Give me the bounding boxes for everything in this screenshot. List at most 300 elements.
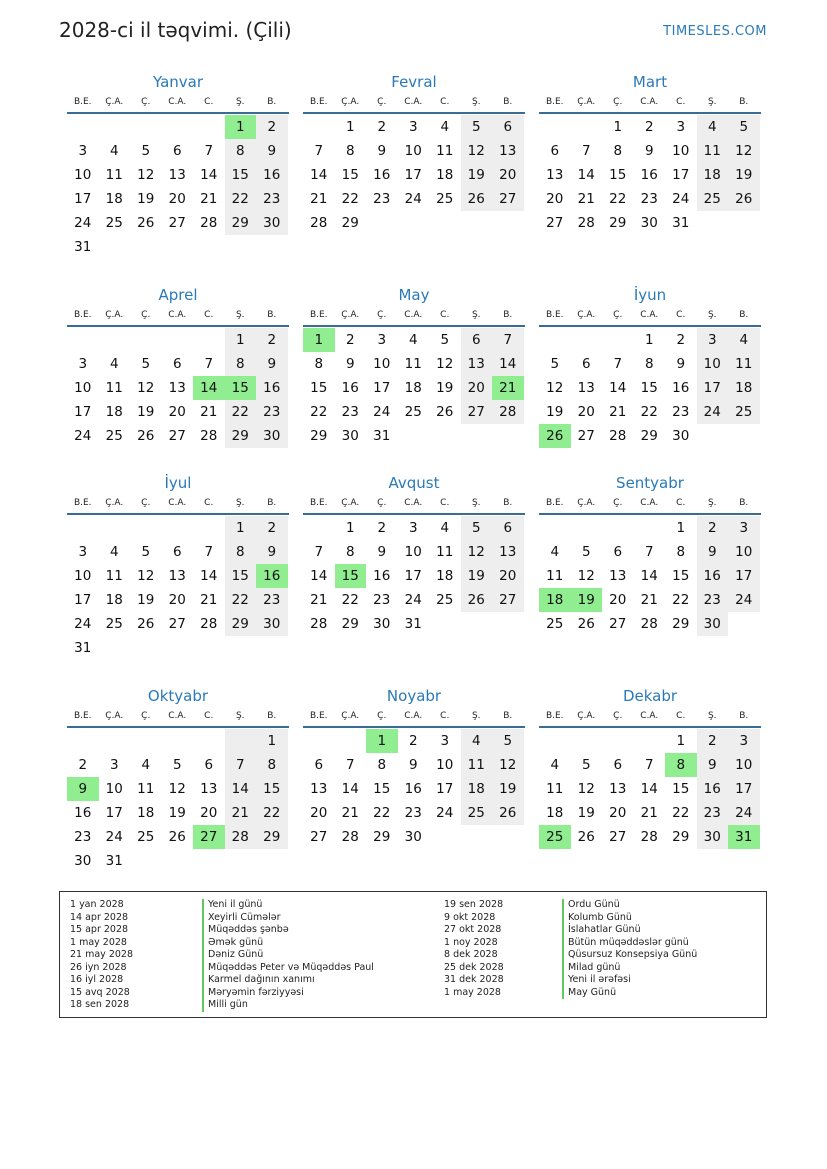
day-cell: 25	[461, 801, 493, 825]
day-cell: 8	[314, 356, 324, 372]
day-cell: 17	[728, 777, 760, 801]
weekday-label: B.E.	[309, 310, 328, 320]
day-cell: 5	[581, 544, 591, 560]
day-cell: 13	[310, 781, 328, 797]
holiday-name: Xeyirli Cümələr	[202, 912, 281, 925]
day-cell: 26	[137, 616, 155, 632]
day-cell: 28	[310, 215, 328, 231]
holiday-date: 27 okt 2028	[444, 924, 502, 935]
empty-cell	[398, 424, 430, 448]
empty-cell	[492, 211, 524, 235]
empty-cell	[67, 729, 99, 753]
day-cell: 10	[373, 356, 391, 372]
holiday-date: 9 okt 2028	[444, 911, 496, 923]
day-cell: 19	[137, 404, 155, 420]
day-cell: 1	[256, 729, 288, 753]
day-cell: 2	[256, 115, 288, 139]
day-cell: 28	[492, 400, 524, 424]
empty-cell	[193, 235, 225, 259]
day-cell: 19	[577, 805, 595, 821]
day-cell: 15	[225, 376, 257, 400]
day-cell: 12	[577, 781, 595, 797]
day-cell: 19	[137, 191, 155, 207]
weekday-label: Ç.A.	[341, 498, 360, 508]
day-cell: 29	[256, 825, 288, 849]
holiday-name: Yeni il günü	[202, 899, 262, 912]
empty-cell	[99, 516, 131, 540]
weekday-label: B.	[739, 97, 749, 107]
holiday-row	[444, 899, 697, 912]
day-cell: 29	[341, 616, 359, 632]
day-cell: 30	[256, 424, 288, 448]
holiday-row	[444, 937, 697, 950]
day-cell: 28	[225, 825, 257, 849]
day-cell: 7	[581, 143, 591, 159]
day-cell: 6	[581, 356, 591, 372]
empty-cell	[99, 328, 131, 352]
day-cell: 4	[550, 544, 560, 560]
holiday-date: 1 noy 2028	[444, 936, 498, 948]
day-cell: 1	[225, 115, 257, 139]
month-9	[539, 473, 761, 636]
empty-cell	[461, 825, 493, 849]
holiday-list	[59, 891, 767, 1018]
day-cell: 1	[676, 733, 686, 749]
day-cell: 20	[609, 805, 627, 821]
day-cell: 28	[341, 829, 359, 845]
day-cell: 23	[373, 191, 391, 207]
day-cell: 19	[168, 805, 186, 821]
empty-cell	[492, 612, 524, 636]
empty-cell	[461, 211, 493, 235]
day-cell: 26	[728, 187, 760, 211]
weekday-label: B.	[503, 711, 513, 721]
day-cell: 17	[74, 404, 92, 420]
empty-cell	[539, 115, 571, 139]
weekday-label: C.	[440, 97, 450, 107]
day-cell: 6	[613, 544, 623, 560]
weekday-label: B.	[267, 310, 277, 320]
day-cell: 5	[141, 356, 151, 372]
weekday-header	[539, 92, 761, 114]
day-cell: 22	[225, 588, 257, 612]
day-cell: 26	[137, 215, 155, 231]
weekday-label: Ç.	[377, 310, 387, 320]
day-cell: 20	[609, 592, 627, 608]
day-cell: 3	[408, 119, 418, 135]
empty-cell	[99, 636, 131, 660]
empty-cell	[193, 849, 225, 873]
day-cell: 14	[609, 380, 627, 396]
weekday-label: Ç.	[377, 97, 387, 107]
holiday-row	[444, 962, 697, 975]
month-name: Avqust	[388, 474, 440, 492]
day-cell: 28	[200, 215, 218, 231]
day-cell: 5	[728, 115, 760, 139]
day-cell: 15	[672, 781, 690, 797]
weekday-label: C.A.	[168, 310, 187, 320]
empty-cell	[130, 729, 162, 753]
day-cell: 4	[141, 757, 151, 773]
day-cell: 2	[78, 757, 88, 773]
weekday-label: Ç.	[613, 310, 623, 320]
month-name: May	[398, 286, 430, 304]
day-cell: 3	[377, 332, 387, 348]
day-cell: 3	[728, 516, 760, 540]
day-cell: 22	[672, 805, 690, 821]
day-cell: 1	[613, 119, 623, 135]
weekday-label: Ç.	[613, 711, 623, 721]
month-7	[67, 473, 289, 660]
weekday-label: C.A.	[168, 711, 187, 721]
day-cell: 4	[728, 328, 760, 352]
day-cell: 26	[539, 424, 571, 448]
day-cell: 13	[168, 167, 186, 183]
day-cell: 15	[672, 568, 690, 584]
day-cell: 8	[225, 139, 257, 163]
month-12	[539, 686, 761, 849]
day-cell: 14	[310, 568, 328, 584]
weekday-label: Ş.	[707, 97, 717, 107]
day-cell: 10	[697, 352, 729, 376]
weekday-label: Ç.	[613, 498, 623, 508]
day-cell: 5	[461, 115, 493, 139]
day-cell: 2	[644, 119, 654, 135]
weekday-label: B.E.	[545, 711, 564, 721]
day-cell: 18	[105, 191, 123, 207]
day-cell: 13	[200, 781, 218, 797]
day-cell: 27	[461, 400, 493, 424]
day-cell: 15	[225, 564, 257, 588]
day-cell: 13	[492, 540, 524, 564]
day-cell: 16	[373, 167, 391, 183]
day-cell: 30	[373, 616, 391, 632]
day-cell: 7	[314, 544, 324, 560]
day-cell: 16	[256, 163, 288, 187]
day-cell: 11	[105, 167, 123, 183]
day-cell: 8	[665, 753, 697, 777]
holiday-row	[70, 924, 374, 937]
day-cell: 14	[577, 167, 595, 183]
day-cell: 31	[74, 239, 92, 255]
day-cell: 1	[644, 332, 654, 348]
day-cell: 7	[345, 757, 355, 773]
day-cell: 14	[640, 781, 658, 797]
holiday-date: 21 may 2028	[70, 949, 134, 960]
weekday-label: Ç.A.	[105, 310, 124, 320]
holiday-row	[70, 974, 374, 987]
day-cell: 21	[640, 592, 658, 608]
empty-cell	[429, 211, 461, 235]
day-cell: 6	[314, 757, 324, 773]
month-name: İyul	[164, 474, 192, 492]
day-cell: 18	[539, 588, 571, 612]
day-cell: 17	[74, 592, 92, 608]
day-cell: 13	[546, 167, 564, 183]
day-cell: 4	[109, 143, 119, 159]
day-cell: 26	[168, 829, 186, 845]
day-cell: 9	[256, 540, 288, 564]
weekday-label: Ç.A.	[341, 711, 360, 721]
day-cell: 26	[436, 404, 454, 420]
weekday-label: Ş.	[235, 711, 245, 721]
empty-cell	[162, 235, 194, 259]
empty-cell	[162, 115, 194, 139]
month-name: Fevral	[391, 73, 437, 91]
day-cell: 3	[697, 328, 729, 352]
day-cell: 28	[640, 829, 658, 845]
day-cell: 27	[609, 616, 627, 632]
day-cell: 12	[436, 356, 454, 372]
day-cell: 26	[461, 187, 493, 211]
holiday-column-2	[444, 899, 697, 999]
day-cell: 1	[366, 729, 398, 753]
holiday-name: May Günü	[562, 987, 616, 1000]
weekday-header	[67, 92, 289, 114]
holiday-name: Milad günü	[562, 962, 620, 975]
day-cell: 15	[225, 163, 257, 187]
weekday-label: Ç.A.	[341, 310, 360, 320]
day-cell: 24	[672, 191, 690, 207]
day-cell: 8	[613, 143, 623, 159]
weekday-label: C.	[204, 711, 214, 721]
month-name: Oktyabr	[147, 687, 209, 705]
weekday-label: Ç.	[377, 711, 387, 721]
day-cell: 15	[373, 781, 391, 797]
weekday-label: Ş.	[471, 97, 481, 107]
day-cell: 10	[74, 380, 92, 396]
holiday-name: Ordu Günü	[562, 899, 620, 912]
day-cell: 7	[644, 544, 654, 560]
day-cell: 7	[204, 143, 214, 159]
weekday-label: Ç.A.	[105, 498, 124, 508]
day-cell: 11	[728, 352, 760, 376]
day-cell: 25	[137, 829, 155, 845]
day-cell: 5	[492, 729, 524, 753]
weekday-label: C.A.	[640, 97, 659, 107]
day-cell: 25	[436, 592, 454, 608]
day-cell: 21	[577, 191, 595, 207]
holiday-row	[70, 999, 374, 1012]
day-cell: 29	[672, 829, 690, 845]
day-cell: 8	[377, 757, 387, 773]
weekday-label: C.	[676, 711, 686, 721]
day-cell: 8	[225, 540, 257, 564]
day-cell: 28	[310, 616, 328, 632]
day-cell: 11	[461, 753, 493, 777]
day-cell: 18	[546, 805, 564, 821]
weekday-label: C.A.	[640, 498, 659, 508]
day-cell: 10	[74, 568, 92, 584]
weekday-label: C.	[676, 498, 686, 508]
weekday-label: Ç.	[141, 97, 151, 107]
holiday-date: 15 avq 2028	[70, 986, 130, 998]
day-cell: 15	[310, 380, 328, 396]
empty-cell	[634, 729, 666, 753]
empty-cell	[193, 729, 225, 753]
day-cell: 4	[109, 356, 119, 372]
day-cell: 30	[697, 612, 729, 636]
empty-cell	[461, 424, 493, 448]
day-cell: 9	[697, 540, 729, 564]
day-cell: 21	[200, 191, 218, 207]
holiday-date: 8 dek 2028	[444, 949, 498, 960]
day-grid	[67, 516, 289, 660]
empty-cell	[162, 516, 194, 540]
day-cell: 5	[172, 757, 182, 773]
day-grid	[303, 516, 525, 636]
weekday-label: C.	[440, 498, 450, 508]
day-cell: 26	[137, 428, 155, 444]
day-cell: 21	[492, 376, 524, 400]
day-cell: 13	[609, 781, 627, 797]
weekday-label: Ş.	[471, 310, 481, 320]
day-cell: 26	[577, 829, 595, 845]
day-grid	[67, 115, 289, 259]
holiday-name: Dəniz Günü	[202, 949, 263, 962]
empty-cell	[193, 636, 225, 660]
holiday-row	[70, 987, 374, 1000]
brand-link[interactable]: TIMESLES.COM	[663, 24, 767, 39]
holiday-row	[444, 974, 697, 987]
day-cell: 30	[640, 215, 658, 231]
day-cell: 10	[404, 143, 422, 159]
weekday-label: Ç.A.	[341, 97, 360, 107]
month-name: Dekabr	[622, 687, 678, 705]
day-cell: 3	[78, 544, 88, 560]
day-cell: 13	[168, 380, 186, 396]
weekday-label: Ç.A.	[105, 97, 124, 107]
holiday-date: 1 may 2028	[70, 936, 127, 948]
day-cell: 12	[492, 753, 524, 777]
day-cell: 2	[377, 520, 387, 536]
holiday-column-1	[70, 899, 374, 1012]
holiday-name: Qüsursuz Konsepsiya Günü	[562, 949, 697, 962]
holiday-date: 31 dek 2028	[444, 974, 504, 985]
month-2	[303, 72, 525, 235]
weekday-label: Ş.	[235, 97, 245, 107]
day-cell: 24	[74, 616, 92, 632]
day-cell: 17	[697, 376, 729, 400]
day-cell: 14	[640, 568, 658, 584]
day-cell: 11	[105, 568, 123, 584]
empty-cell	[539, 516, 571, 540]
weekday-label: C.A.	[404, 711, 423, 721]
weekday-label: Ç.	[141, 498, 151, 508]
month-name: Sentyabr	[616, 474, 684, 492]
weekday-label: B.	[503, 310, 513, 320]
weekday-header	[303, 706, 525, 728]
weekday-label: Ç.A.	[105, 711, 124, 721]
weekday-header	[539, 493, 761, 515]
holiday-date: 18 sen 2028	[70, 999, 130, 1010]
empty-cell	[162, 849, 194, 873]
day-cell: 21	[200, 592, 218, 608]
day-cell: 7	[314, 143, 324, 159]
weekday-label: C.	[204, 498, 214, 508]
day-cell: 19	[728, 163, 760, 187]
holiday-name: İslahatlar Günü	[562, 924, 641, 937]
day-cell: 21	[225, 801, 257, 825]
day-grid	[303, 729, 525, 849]
day-cell: 11	[105, 380, 123, 396]
day-cell: 23	[697, 588, 729, 612]
day-cell: 22	[341, 592, 359, 608]
day-cell: 18	[105, 404, 123, 420]
empty-cell	[539, 729, 571, 753]
day-cell: 3	[440, 733, 450, 749]
weekday-label: B.	[267, 97, 277, 107]
empty-cell	[130, 849, 162, 873]
weekday-label: C.A.	[404, 97, 423, 107]
day-cell: 18	[137, 805, 155, 821]
weekday-header	[539, 706, 761, 728]
month-name: İyun	[633, 286, 667, 304]
day-cell: 23	[256, 400, 288, 424]
empty-cell	[602, 328, 634, 352]
weekday-label: B.E.	[73, 310, 92, 320]
day-cell: 17	[74, 191, 92, 207]
day-cell: 10	[672, 143, 690, 159]
day-cell: 14	[193, 376, 225, 400]
day-cell: 9	[67, 777, 99, 801]
day-cell: 6	[613, 757, 623, 773]
day-grid	[539, 516, 761, 636]
day-cell: 7	[492, 328, 524, 352]
day-cell: 23	[404, 805, 422, 821]
day-cell: 22	[256, 801, 288, 825]
day-cell: 19	[492, 777, 524, 801]
weekday-label: C.	[204, 97, 214, 107]
empty-cell	[429, 424, 461, 448]
day-cell: 7	[225, 753, 257, 777]
day-cell: 7	[613, 356, 623, 372]
day-cell: 12	[546, 380, 564, 396]
day-cell: 27	[492, 588, 524, 612]
day-cell: 9	[408, 757, 418, 773]
weekday-header	[67, 305, 289, 327]
day-cell: 24	[74, 215, 92, 231]
empty-cell	[492, 424, 524, 448]
day-cell: 12	[137, 568, 155, 584]
day-cell: 30	[341, 428, 359, 444]
day-cell: 18	[461, 777, 493, 801]
day-cell: 25	[697, 187, 729, 211]
day-cell: 30	[404, 829, 422, 845]
day-cell: 11	[436, 143, 454, 159]
weekday-label: C.A.	[404, 310, 423, 320]
day-cell: 5	[141, 143, 151, 159]
weekday-label: Ç.	[141, 711, 151, 721]
day-cell: 20	[546, 191, 564, 207]
day-cell: 14	[310, 167, 328, 183]
empty-cell	[67, 115, 99, 139]
weekday-label: B.	[739, 310, 749, 320]
day-cell: 24	[404, 592, 422, 608]
day-cell: 28	[577, 215, 595, 231]
empty-cell	[728, 612, 760, 636]
day-cell: 16	[697, 777, 729, 801]
day-cell: 9	[377, 143, 387, 159]
day-cell: 11	[546, 781, 564, 797]
day-cell: 6	[172, 143, 182, 159]
day-cell: 3	[78, 356, 88, 372]
weekday-label: B.E.	[73, 711, 92, 721]
holiday-name: Kolumb Günü	[562, 912, 632, 925]
day-cell: 17	[728, 564, 760, 588]
empty-cell	[99, 729, 131, 753]
day-cell: 27	[168, 428, 186, 444]
